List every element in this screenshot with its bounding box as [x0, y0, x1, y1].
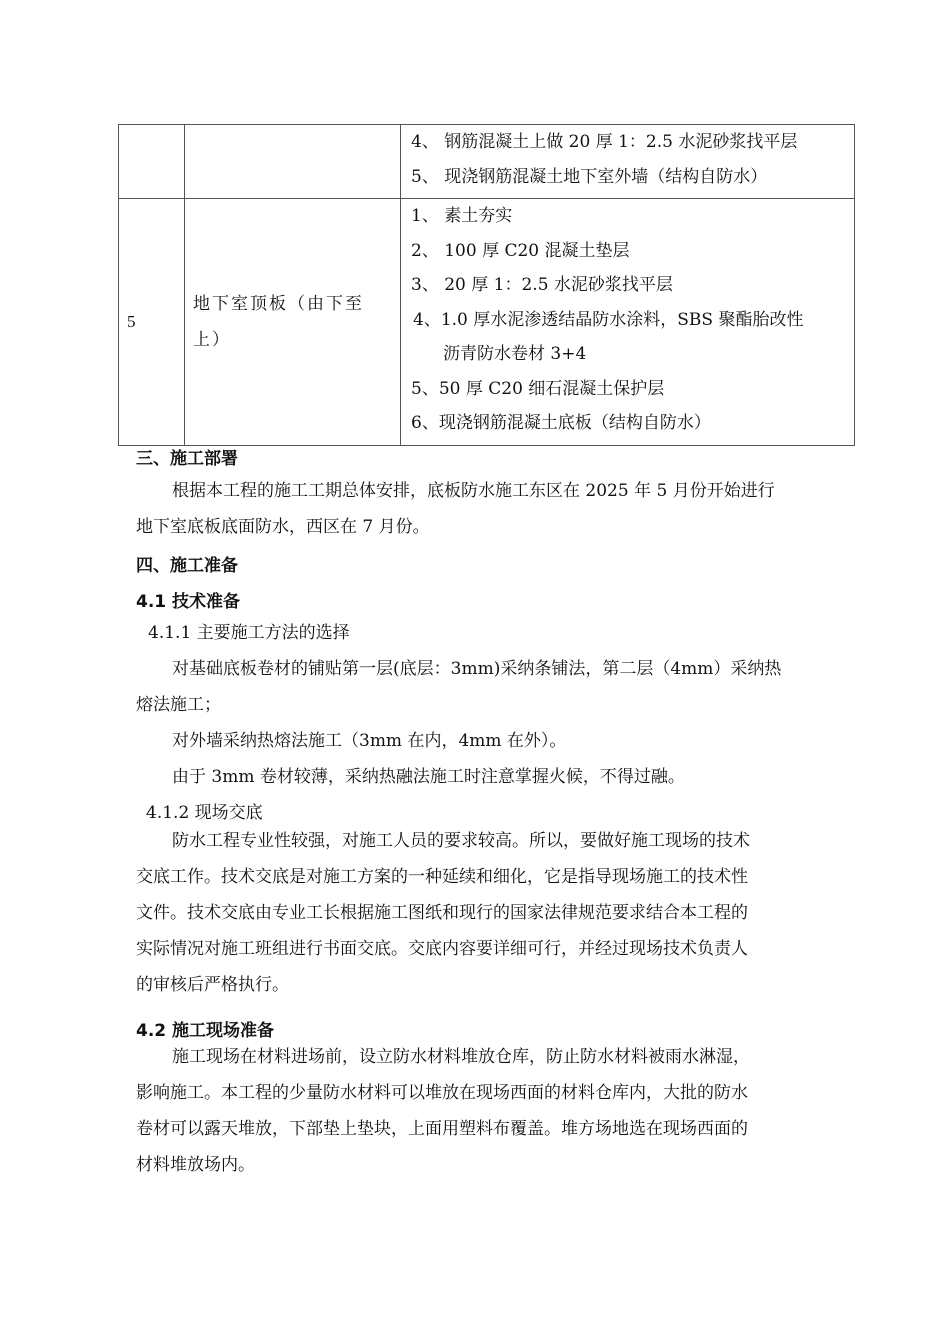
paragraph-line: 卷材可以露天堆放，下部垫上垫块，上面用塑料布覆盖。堆方场地选在现场西面的: [136, 1119, 748, 1139]
paragraph-line: 交底工作。技术交底是对施工方案的一种延续和细化，它是指导现场施工的技术性: [136, 867, 748, 887]
row-name-line: 地下室顶板（由下至: [193, 293, 364, 314]
paragraph: [136, 823, 846, 1003]
subsection-heading: 4.1 技术准备: [136, 592, 241, 612]
row-name-line: 上）: [193, 329, 231, 350]
list-item: 2、 100 厚 C20 混凝土垫层: [411, 240, 630, 261]
list-item: 5、 现浇钢筋混凝土地下室外墙（结构自防水）: [411, 166, 768, 187]
paragraph-line: 由于 3mm 卷材较薄，采纳热融法施工时注意掌握火候，不得过融。: [172, 767, 685, 787]
list-item: 4、1.0 厚水泥渗透结晶防水涂料，SBS 聚酯胎改性: [413, 309, 804, 330]
section-heading: 四、施工准备: [136, 556, 238, 576]
table-row: [119, 199, 855, 446]
paragraph: [172, 473, 775, 509]
list-item: 4、 钢筋混凝土上做 20 厚 1：2.5 水泥砂浆找平层: [411, 132, 798, 152]
waterproof-layers-table: [118, 124, 855, 446]
paragraph-line: 地下室底板底面防水，西区在 7 月份。: [136, 517, 430, 537]
paragraph-line: 施工现场在材料进场前，设立防水材料堆放仓库，防止防水材料被雨水淋湿，: [172, 1047, 750, 1067]
paragraph: [172, 723, 566, 759]
heading-text: 4.1.2 现场交底: [146, 803, 263, 823]
paragraph: [136, 687, 221, 723]
row-name-cell: [185, 125, 401, 199]
section-heading: 三、施工部署: [136, 449, 238, 469]
row-name-cell: [185, 199, 401, 446]
paragraph: [136, 509, 430, 545]
paragraph-line: 熔法施工；: [136, 695, 221, 715]
paragraph-line: 对外墙采纳热熔法施工（3mm 在内，4mm 在外）。: [172, 731, 567, 751]
list-item-continuation: 沥青防水卷材 3+4: [443, 344, 587, 364]
paragraph: [136, 1039, 846, 1183]
list-item: 5、50 厚 C20 细石混凝土保护层: [411, 378, 665, 399]
table-row: [119, 125, 855, 199]
paragraph: [172, 651, 781, 687]
paragraph-line: 的审核后严格执行。: [136, 975, 289, 995]
subsubsection-heading: [148, 615, 350, 651]
paragraph-line: 防水工程专业性较强，对施工人员的要求较高。所以，要做好施工现场的技术: [172, 831, 750, 851]
paragraph-line: 材料堆放场内。: [136, 1155, 255, 1175]
paragraph-line: 对基础底板卷材的铺贴第一层(底层：3mm)采纳条铺法，第二层（4mm）采纳热: [172, 659, 782, 679]
list-item: 3、 20 厚 1：2.5 水泥砂浆找平层: [411, 275, 673, 295]
subsection-heading: 4.2 施工现场准备: [136, 1021, 275, 1041]
list-item: 1、 素土夯实: [411, 206, 513, 226]
row-items-cell: [401, 125, 855, 199]
paragraph: [172, 759, 685, 795]
paragraph-line: 根据本工程的施工工期总体安排，底板防水施工东区在 2025 年 5 月份开始进行: [172, 481, 775, 501]
heading-text: 4.1.1 主要施工方法的选择: [148, 623, 350, 643]
row-number-cell: 5: [119, 199, 185, 446]
paragraph-line: 实际情况对施工班组进行书面交底。交底内容要详细可行，并经过现场技术负责人: [136, 939, 748, 959]
row-items-cell: [401, 199, 855, 446]
row-number-cell: [119, 125, 185, 199]
paragraph-line: 文件。技术交底由专业工长根据施工图纸和现行的国家法律规范要求结合本工程的: [136, 903, 748, 923]
list-item: 6、现浇钢筋混凝土底板（结构自防水）: [411, 413, 711, 433]
paragraph-line: 影响施工。本工程的少量防水材料可以堆放在现场西面的材料仓库内，大批的防水: [136, 1083, 748, 1103]
